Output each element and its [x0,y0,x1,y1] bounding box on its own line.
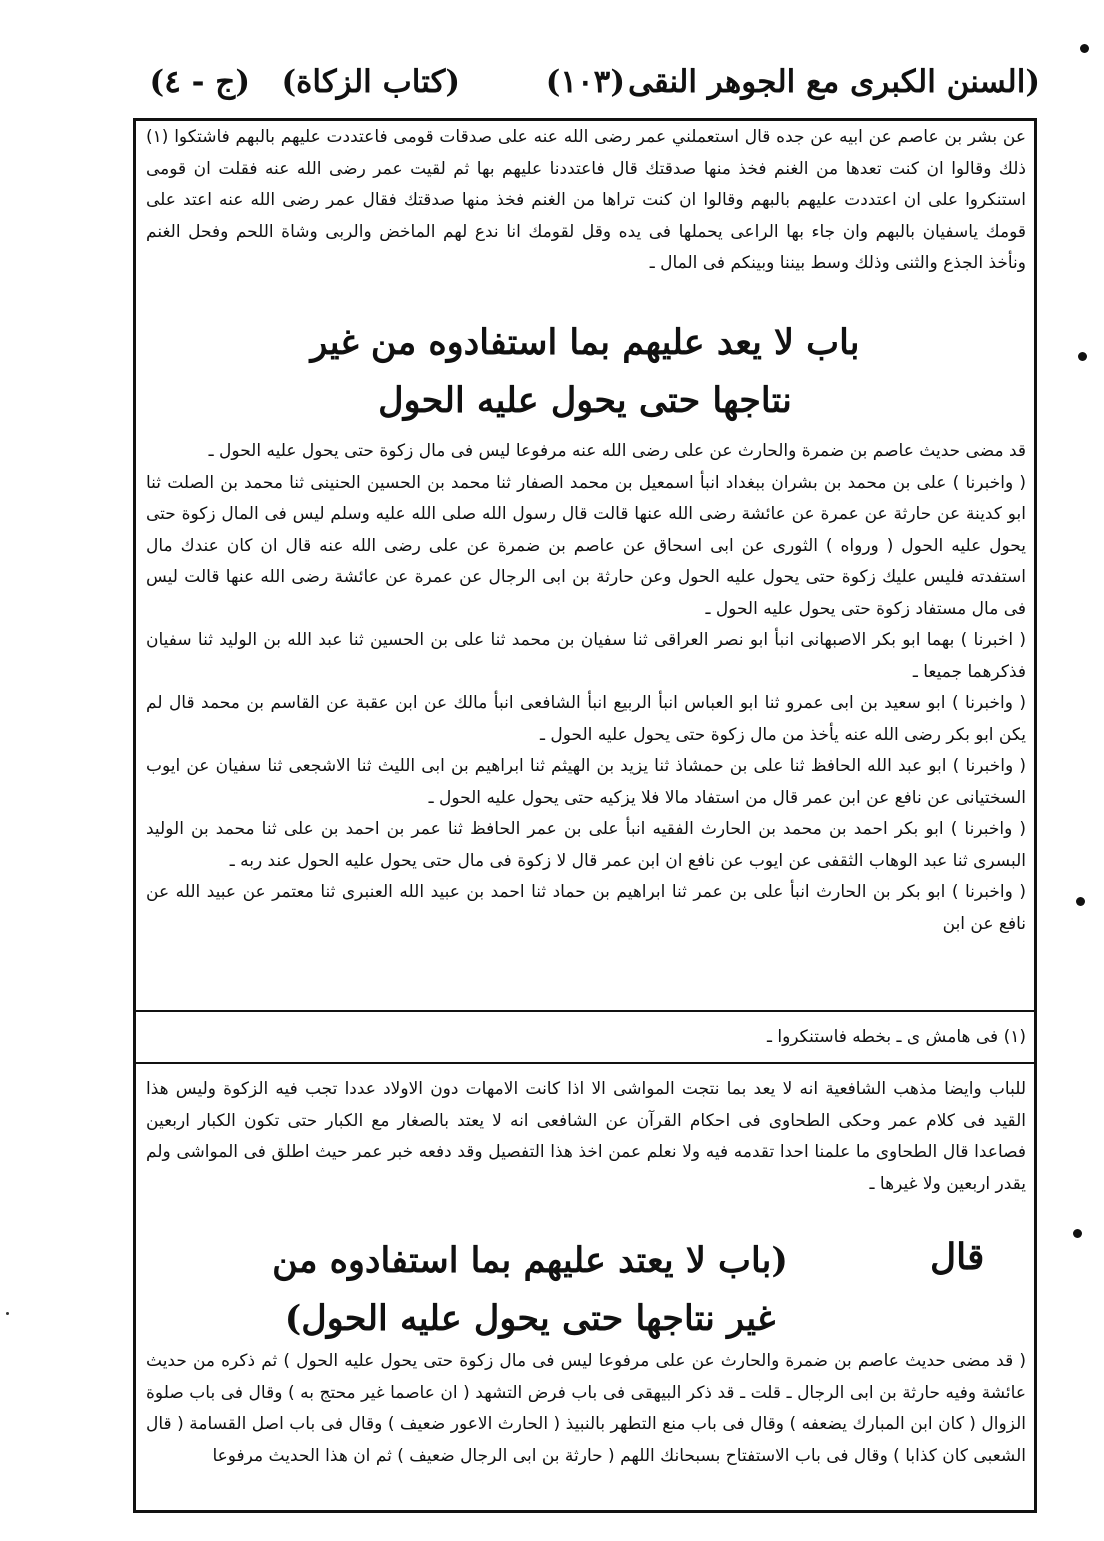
chapter-heading [150,314,1020,430]
running-header [140,56,1040,116]
paragraph: ( واخبرنا ) ابو بكر بن الحارث انبأ على بن عمر ثنا ابراهيم بن حماد ثنا احمد بن عبيد الله العنبرى ثنا معتمر عن عبيد الله عن نافع عن ابن [146,882,1026,934]
paragraph: ( واخبرنا ) ابو عبد الله الحافظ ثنا على بن حمشاذ ثنا يزيد بن الهيثم ثنا ابراهيم بن ابى الليث ثنا الاشجعى ثنا سفيان عن ايوب السختيانى عن نافع عن ابن عمر قال من استفاد مالا فلا يزكيه حتى يحول عليه الحول ـ [146,756,1026,808]
commentary-heading-line: (باب لا يعتد عليهم بما استفادوه من [272,1240,788,1281]
scan-mark [1078,352,1087,361]
commentary-heading-line: غير نتاجها حتى يحول عليه الحول) [284,1298,776,1339]
scan-mark [1073,1229,1082,1238]
commentary-intro [146,1074,1026,1200]
hadith-body [146,436,1026,940]
paragraph: قد مضى حديث عاصم بن ضمرة والحارث عن على رضى الله عنه مرفوعا ليس فى مال زكوة حتى يحول عليه الحول ـ [208,441,1026,461]
chapter-heading-line: باب لا يعد عليهم بما استفادوه من غير [310,322,860,363]
commentary-heading [150,1232,910,1348]
page-number: (١٠٣) [545,64,625,100]
scan-mark [1076,897,1085,906]
paragraph: ( واخبرنا ) ابو سعيد بن ابى عمرو ثنا ابو العباس انبأ الربيع انبأ الشافعى انبأ مالك عن ابن عقبة عن القاسم بن محمد قال لم يكن ابو بكر رضى الله عنه يأخذ من مال زكوة حتى يحول عليه الحول ـ [146,693,1026,745]
commentary-divider [133,1062,1037,1064]
paragraph: ( قد مضى حديث عاصم بن ضمرة والحارث عن على مرفوعا ليس فى مال زكوة حتى يحول عليه الحول ) ثم ذكره من حديث عائشة وفيه حارثة بن ابى الرجال ـ قلت ـ قد ذكر البيهقى فى باب فرض التشهد ( ان عاصما غير محتج به ) وقال فى باب صلوة الزوال ( كان ابن المبارك يضعفه ) وقال فى باب منع التطهر بالنبيذ ( الحارث الاعور ضعيف ) وقال فى باب اصل القسامة ( قال الشعبى كان كذابا ) وقال فى باب الاستفتاح بسبحانك اللهم ( حارثة بن ابى الرجال ضعيف ) ثم ان هذا الحديث مرفوعا [146,1351,1026,1466]
paragraph: ( واخبرنا ) ابو بكر احمد بن محمد بن الحارث الفقيه انبأ على بن عمر الحافظ ثنا عمر بن احمد بن على ثنا محمد بن الوليد البسرى ثنا عبد الوهاب الثقفى عن ايوب عن نافع ان ابن عمر قال لا زكوة فى مال حتى يحول عليه الحول عند ربه ـ [146,819,1026,871]
scan-speck [6,1312,9,1315]
paragraph: ( اخبرنا ) بهما ابو بكر الاصبهانى انبأ ابو نصر العراقى ثنا سفيان بن محمد ثنا على بن الحسين ثنا عبد الله بن الوليد ثنا سفيان فذكرهما جميعا ـ [146,630,1026,682]
paragraph: للباب وايضا مذهب الشافعية انه لا يعد بما نتجت المواشى الا اذا كانت الامهات دون الاولاد عددا تجب فيه الزكوة وليس هذا القيد فى كلام عمر وحكى الطحاوى فى احكام القرآن عن الشافعى انه لا يعتد بالصغار مع الكبار حتى تكون الكبار اربعين فصاعدا قال الطحاوى ما علمنا احدا تقدمه فيه ولا نعلم عمن اخذ هذا التفصيل وقد دفعه خبر عمر حيث اطلق فى المواشى ولم يقدر اربعين ولا غيرها ـ [146,1079,1026,1194]
footnote-text: (١) فى هامش ى ـ بخطه فاستنكروا ـ [766,1027,1026,1047]
qal-label: قال [930,1236,985,1278]
book-title: (كتاب الزكاة) [281,64,460,100]
paragraph: ( واخبرنا ) على بن محمد بن بشران ببغداد انبأ اسمعيل بن محمد الصفار ثنا محمد بن الحسين الحنينى ثنا محمد بن الصلت ثنا ابو كدينة عن حارثة عن عمرة عن عائشة رضى الله عنها قالت قال رسول الله صلى الله عليه وسلم ليس فى المال زكوة حتى يحول عليه الحول ( ورواه ) الثورى عن ابى اسحاق عن عاصم بن ضمرة عن على رضى الله عنه قال ان كان عندك مال استفدته فليس عليك زكوة حتى يحول عليه الحول وعن حارثة بن ابى الرجال عن عمرة عن عائشة رضى الله عنها قالت ليس فى مال مستفاد زكوة حتى يحول عليه الحول ـ [146,472,1026,619]
paragraph: عن بشر بن عاصم عن ابيه عن جده قال استعملني عمر رضى الله عنه على صدقات قومى فاعتددت عليهم بالبهم فاشتكوا (١) ذلك وقالوا ان كنت تعدها من الغنم فخذ منها صدقتك قال فاعتددنا عليهم بها ثم لقيت عمر رضى الله عنه فقلت ان قومى استنكروا على ان اعتددت عليهم بالبهم وقالوا ان كنت تراها من الغنم فخذ منها صدقتك فقال عمر رضى الله عنه اعتد على قومك ياسفيان بالبهم وان جاء بها الراعى يحملها فى يده وقل لقومك انا ندع لهم الماخض والربى وشاة اللحم وفحل الغنم ونأخذ الجذع والثنى وذلك وسط بيننا وبينكم فى المال ـ [146,127,1026,273]
scan-mark [1080,44,1089,53]
footnote-divider [133,1010,1037,1012]
commentary-body [146,1346,1026,1472]
volume-label: (ج - ٤) [149,64,250,100]
header-title: (السنن الكبرى مع الجوهر النقى [628,64,1040,100]
chapter-heading-line: نتاجها حتى يحول عليه الحول [378,380,792,421]
top-paragraph [146,122,1026,280]
footnote [146,1022,1026,1054]
